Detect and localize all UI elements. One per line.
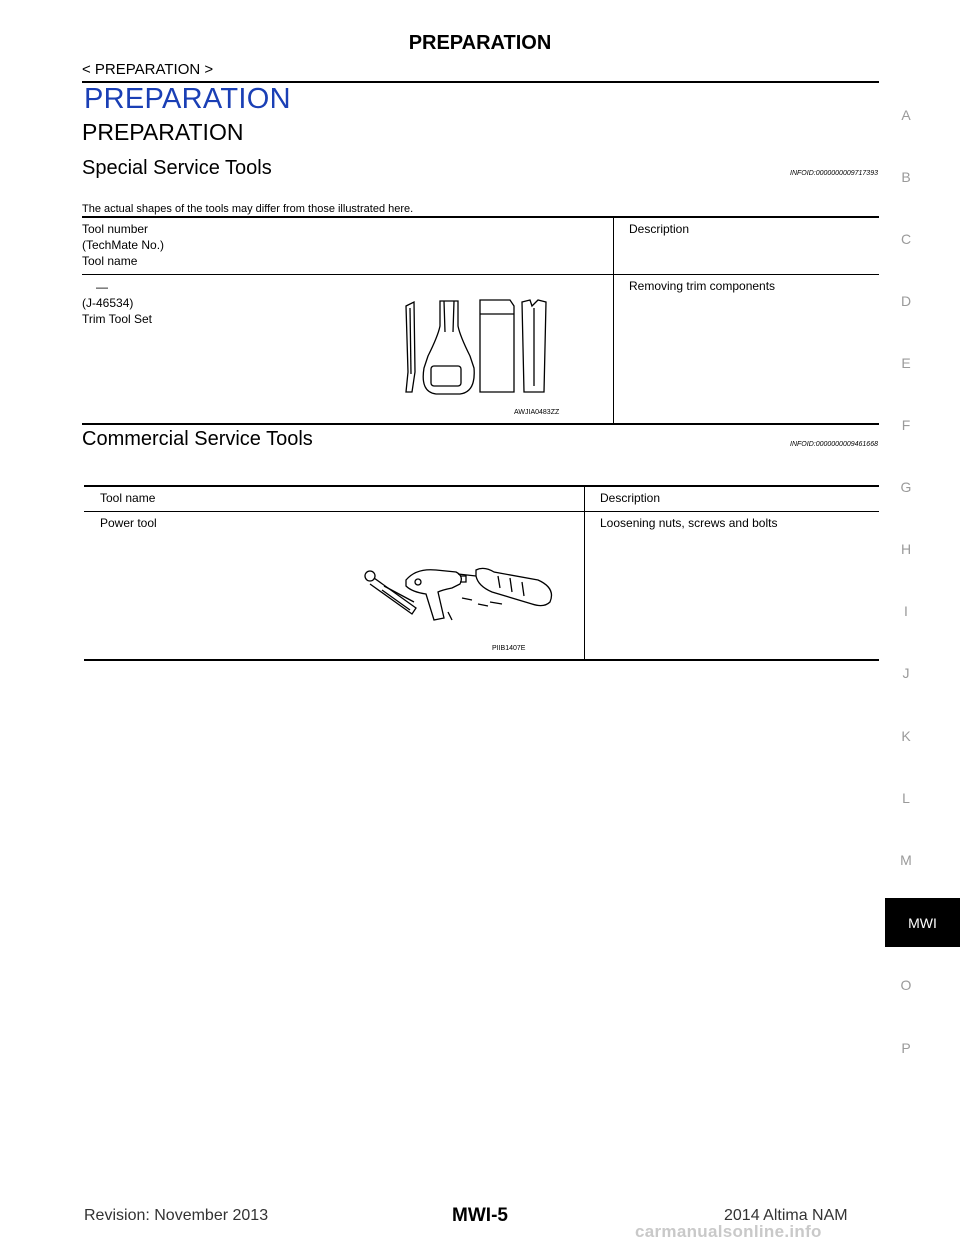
table-row-description: Removing trim components: [629, 279, 776, 293]
table-bottom-rule: [82, 423, 879, 425]
side-index-i[interactable]: I: [904, 603, 908, 619]
trim-tool-image-code: AWJIA0483ZZ: [514, 409, 560, 416]
special-tools-infoid: INFOID:0000000009717393: [790, 170, 878, 177]
breadcrumb: < PREPARATION >: [82, 61, 214, 78]
table-row-description: Loosening nuts, screws and bolts: [600, 516, 778, 530]
power-tool-image-code: PIIB1407E: [492, 645, 526, 652]
table-header-rule: [82, 274, 879, 275]
footer-page-number: MWI-5: [452, 1205, 508, 1226]
watermark: carmanualsonline.info: [635, 1222, 822, 1241]
side-index-h[interactable]: H: [900, 541, 912, 557]
main-heading: PREPARATION: [84, 83, 291, 115]
tools-note: The actual shapes of the tools may differ from those illustrated here.: [82, 203, 414, 215]
side-index-d[interactable]: D: [900, 293, 912, 309]
commercial-tools-heading: Commercial Service Tools: [82, 428, 313, 450]
table-row-tool: — (J-46534) Trim Tool Set: [82, 280, 153, 326]
side-index-a[interactable]: A: [901, 107, 911, 123]
table-header-description: Description: [629, 222, 690, 236]
side-index-k[interactable]: K: [901, 728, 911, 744]
table-column-divider: [613, 218, 614, 424]
table-top-rule: [84, 485, 879, 487]
table-header-tool: Tool number (TechMate No.) Tool name: [82, 222, 165, 268]
page-header-title: PREPARATION: [408, 32, 552, 54]
commercial-tools-infoid: INFOID:0000000009461668: [790, 441, 878, 448]
table-header-tool: Tool name: [100, 491, 156, 505]
footer-revision: Revision: November 2013: [84, 1207, 269, 1224]
table-header-rule: [84, 511, 879, 512]
side-index-p[interactable]: P: [901, 1040, 911, 1056]
side-index-c[interactable]: C: [900, 231, 912, 247]
side-index-l[interactable]: L: [902, 790, 910, 806]
sub-heading: PREPARATION: [82, 119, 244, 145]
power-tool-illustration: [360, 562, 560, 626]
special-tools-heading: Special Service Tools: [82, 157, 272, 179]
side-index-e[interactable]: E: [901, 355, 911, 371]
side-index-f[interactable]: F: [901, 417, 911, 433]
table-column-divider: [584, 487, 585, 660]
side-index-j[interactable]: J: [902, 665, 910, 681]
side-index-m[interactable]: M: [900, 852, 912, 868]
side-index-g[interactable]: G: [900, 479, 912, 495]
side-index-o[interactable]: O: [900, 977, 912, 993]
table-bottom-rule: [84, 659, 879, 661]
trim-tool-set-illustration: [400, 296, 570, 408]
table-top-rule: [82, 216, 879, 218]
table-row-tool: Power tool: [100, 516, 157, 530]
side-index-mwi-active[interactable]: MWI: [885, 898, 960, 947]
table-header-description: Description: [600, 491, 661, 505]
footer-model: 2014 Altima NAM: [724, 1207, 848, 1224]
side-index-b[interactable]: B: [901, 169, 911, 185]
